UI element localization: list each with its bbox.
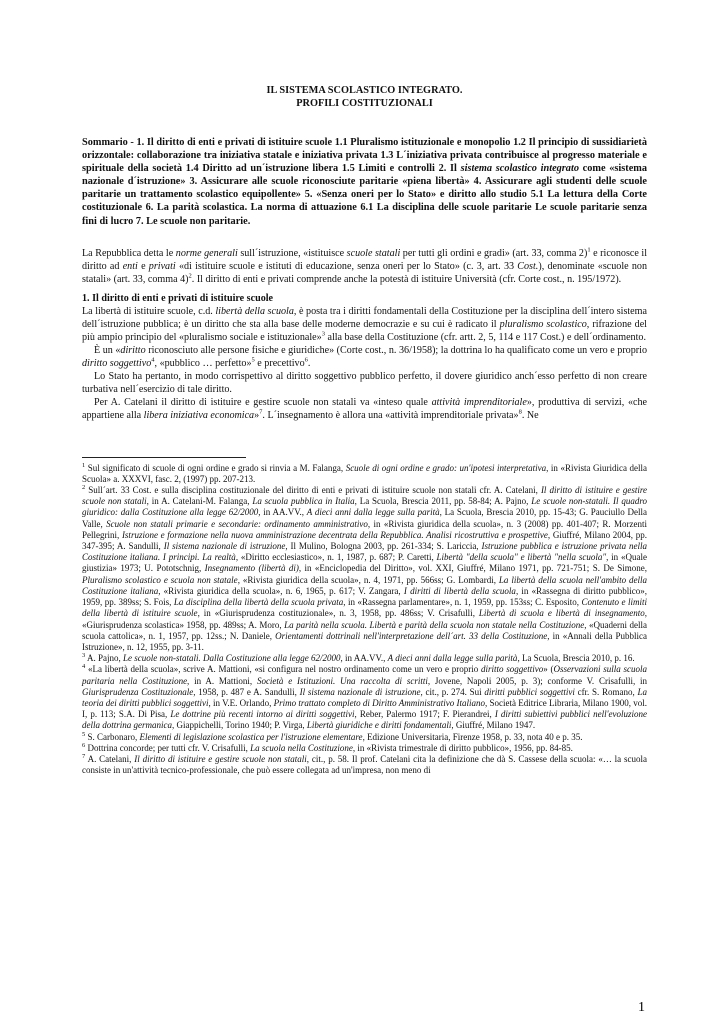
footnote-ref: 1 (587, 246, 591, 254)
intro-paragraph: La Repubblica detta le norme generali sull´istruzione, «istituisce scuole statali per tutti gli ordini e gradi» (art. 33, comma 2)$^1$ e riconosce il diritto ad enti e privati «di istituire scuole e istituti di educazione, senza oneri per lo Stato» (c. 3, art. 33 Cost.), denominate «scuole non statali» (art. 33, comma 4)$^2$. Il diritto di enti e privati comprende anche la potestà di istituire Università (cfr. Corte cost., n. 195/1972). (82, 246, 648, 285)
footnote-ref: 6 (304, 356, 308, 364)
body-paragraph: Per A. Catelani il diritto di istituire e gestire scuole non statali va «inteso quale attività imprenditoriale», produttiva di servizi, «che appartiene alla libera iniziativa economica»$^7$. L´insegnamento è allora una «attività imprenditoriale privata»$^8$. Ne (82, 396, 647, 421)
page-number: 1 (638, 1000, 645, 1015)
title-line-1: IL SISTEMA SCOLASTICO INTEGRATO. (266, 85, 463, 96)
body-paragraph: È un «diritto riconosciuto alle persone fisiche e giuridiche» (Corte cost., n. 36/1958); la dottrina lo ha qualificato come un vero e proprio diritto soggettivo$^4$, «pubblico … perfetto»$^5$ e precettivo$^6$. (82, 344, 647, 369)
footnote-5: $^5$ S. Carbonaro, Elementi di legislazione scolastica per l'istruzione elementare, Edizione Universitaria, Firenze 1958, p. 33, nota 40 e p. 35. (82, 730, 583, 742)
footnote-ref: 7 (259, 408, 263, 416)
footnotes (82, 463, 647, 777)
summary-text: Sommario - 1. Il diritto di enti e privati di istituire scuole 1.1 Pluralismo istituzionale e monopolio 1.2 Il principio di sussidiarietà orizzontale: collaborazione tra iniziativa statale e iniziativa privata 1.3 L´iniziativa privata contribuisce al progresso materiale e spirituale della società 1.4 Diritto ad un´istruzione libera 1.5 Limiti e controlli 2. Il (82, 137, 647, 175)
footnote-2: $^2$ Sull´art. 33 Cost. e sulla disciplina costituzionale del diritto di enti e privati di istituire scuole non statali cfr. A. Catelani, Il diritto di istituire e gestire scuole non statali, in A. Catelani-M. Falanga, La scuola pubblica in Italia, La Scuola, Brescia 2011, pp. 58-84; A. Pajno, Le scuole non-statali. Il quadro giuridico: dalla Costituzione alla legge 62/2000, in AA.VV., A dieci anni dalla legge sulla parità, La Scuola, Brescia 2010, pp. 15-43; G. Pauciullo Della Valle, Scuole non statali primarie e secondarie: ordinamento amministrativo, in «Rivista giuridica della scuola», n. 3 (2008) pp. 401-407; R. Morzenti Pellegrini, Istruzione e formazione nella nuova amministrazione decentrata della Repubblica. Analisi ricostruttiva e prospettive, Giuffré, Milano 2004, pp. 347-395; A. Sandulli, Il sistema nazionale di istruzione, Il Mulino, Bologna 2003, pp. 261-334; S. Lariccia, Istruzione pubblica e istruzione privata nella Costituzione italiana. I principi. La realtà, «Diritto ecclesiastico», n. 1, 1987, p. 687; P. Caretti, Libertà "della scuola" e libertà "nella scuola", in «Quale giustizia» 1973; U. Pototschnig, Insegnamento (libertà di), in «Enciclopedia del Diritto», vol. XXI, Giuffré, Milano 1971, pp. 721-751; S. De Simone, Pluralismo scolastico e scuola non statale, «Rivista giuridica della scuola», n. 4, 1971, pp. 566ss; G. Lombardi, La libertà della scuola nell'ambito della Costituzione italiana, «Rivista giuridica della scuola», n. 6, 1965, p. 617; V. Zangara, I diritti di libertà della scuola, in «Rassegna di diritto pubblico», 1959, pp. 389ss; S. Fois, La disciplina della libertà della scuola privata, in «Rassegna parlamentare», n. 1, 1959, pp. 153ss; C. Esposito, Contenuto e limiti della libertà di istituire scuole, in «Giurisprudenza costituzionale», n. 3, 1958, pp. 486ss; V. Crisafulli, Libertà di scuola e libertà di insegnamento, «Giurisprudenza scolastica» 1958, pp. 489ss; A. Moro, La parità nella scuola. Libertà e parità della scuola non statale nella Costituzione, «Quaderni della scuola cattolica», n. 1, 1957, pp. 12ss.; N. Daniele, Orientamenti dottrinali nell'interpretazione dell´art. 33 della Costituzione, in «Annali della Pubblica Istruzione», n. 12, 1955, pp. 3-11. (82, 484, 648, 652)
document-title (82, 84, 647, 110)
body-paragraph: La libertà di istituire scuole, c.d. libertà della scuola, è posta tra i diritti fondamentali della Costituzione per la disciplina dell´intero sistema dell´istruzione pubblica; è un diritto che sta alla base delle moderne democrazie e su cui è radicato il pluralismo scolastico, rifrazione del più ampio principio del «pluralismo sociale e istituzionale»$^3$ alla base della Costituzione (cfr. artt. 2, 5, 114 e 117 Cost.) e dell´ordinamento. (82, 305, 647, 343)
footnote-7: $^7$ A. Catelani, Il diritto di istituire e gestire scuole non statali, cit., p. 58. Il prof. Catelani cita la definizione che dà S. Cassese della scuola: «… la scuola consiste in un'attività tecnico-professionale, che può essere collegata ad un'impresa, non meno di (82, 752, 648, 776)
summary-italic: sistema scolastico integrato (460, 163, 579, 175)
summary-text: come «sistema nazionale d´istruzione» 3. Assicurare alle scuole riconosciute paritarie «piena libertà» 4. Assicurare agli studenti delle scuole paritarie un trattamento scolastico equipollente» 5. «Senza oneri per lo Stato» e diritto allo studio 5.1 La lettura della Corte costituzionale 6. La parità scolastica. La norma di attuazione 6.1 La disciplina delle scuole paritarie Le scuole paritarie senza fini di lucro 7. Le scuole non paritarie. (82, 163, 647, 227)
footnote-3: $^3$ A. Pajno, Le scuole non-statali. Dalla Costituzione alla legge 62/2000, in AA.VV., A dieci anni dalla legge sulla parità, La Scuola, Brescia 2010, p. 16. (82, 652, 635, 664)
body-paragraph: Lo Stato ha pertanto, in modo corrispettivo al diritto soggettivo pubblico perfetto, il dovere giuridico anch´esso perfetto di non creare turbativa nell´esercizio di tale diritto. (82, 370, 647, 395)
footnote-ref: 2 (188, 272, 192, 280)
footnote-ref: 4 (151, 356, 155, 364)
footnote-ref: 5 (251, 356, 255, 364)
footnote-ref: 3 (321, 330, 325, 338)
title-line-2: PROFILI COSTITUZIONALI (296, 98, 433, 109)
footnote-separator (82, 457, 246, 458)
footnote-1: $^1$ Sul significato di scuole di ogni ordine e grado si rinvia a M. Falanga, Scuole di ogni ordine e grado: un'ipotesi interpretativa, in «Rivista Giuridica della Scuola» a. XXXVI, fasc. 2, (1997) pp. 207-213. (82, 461, 647, 484)
footnote-ref: 8 (518, 408, 522, 416)
table-of-contents (82, 136, 647, 228)
footnote-4: $^4$ «La libertà della scuola», scrive A. Mattioni, «si configura nel nostro ordinamento come un vero e proprio diritto soggettivo» (Osservazioni sulla scuola paritaria nella Costituzione, in A. Mattioni, Società e Istituzioni. Una raccolta di scritti, Jovene, Napoli 2005, p. 3); conforme V. Crisafulli, in Giurisprudenza Costituzionale, 1958, p. 487 e A. Sandulli, Il sistema nazionale di istruzione, cit., p. 274. Sui diritti pubblici soggettivi cfr. S. Romano, La teoria dei diritti pubblici soggettivi, in V.E. Orlando, Primo trattato completo di Diritto Amministrativo Italiano, Società Editrice Libraria, Milano 1900, vol. I, p. 113; S.A. Di Pisa, Le dottrine più recenti intorno ai diritti soggettivi, Reber, Palermo 1917; F. Pierandrei, I diritti subiettivi pubblici nell'evoluzione della dottrina germanica, Giappichelli, Torino 1940; P. Virga, Libertà giuridiche e diritti fondamentali, Giuffré, Milano 1947. (82, 663, 648, 731)
footnote-6: $^6$ Dottrina concorde; per tutti cfr. V. Crisafulli, La scuola nella Costituzione, in «Rivista trimestrale di diritto pubblico», 1956, pp. 84-85. (82, 741, 573, 753)
section-heading: 1. Il diritto di enti e privati di istituire scuole (82, 292, 274, 304)
